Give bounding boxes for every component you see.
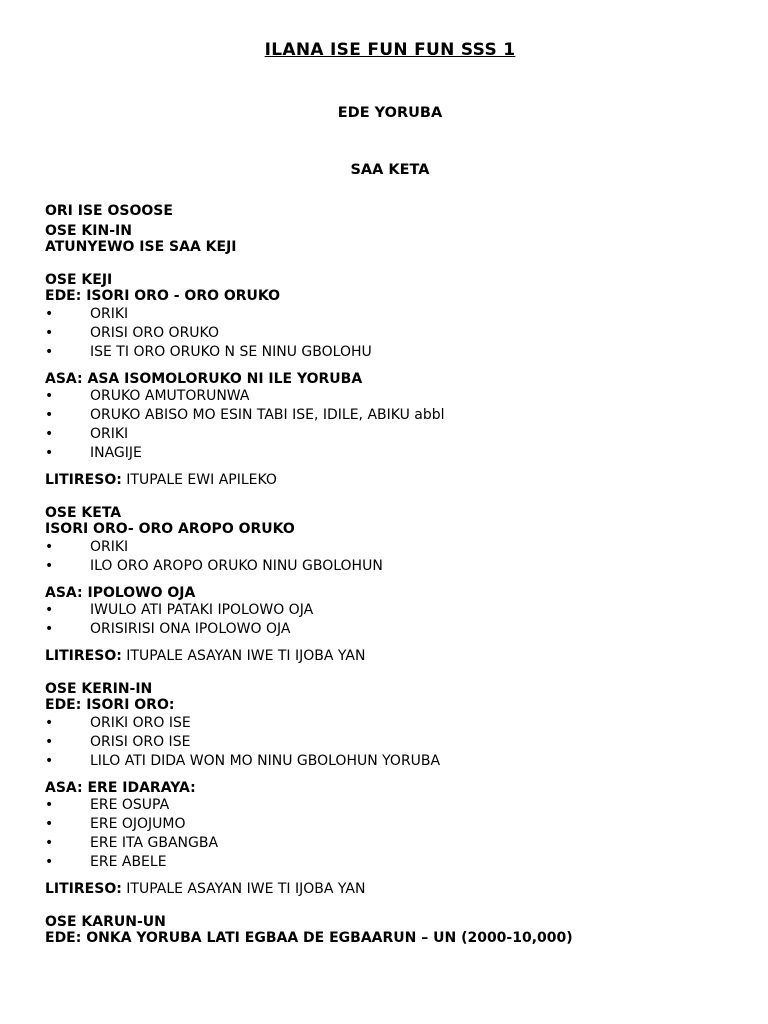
week-4-literature: LITIRESO: ITUPALE ASAYAN IWE TI IJOBA YAN [45, 881, 366, 897]
week-1-heading: OSE KIN-IN [45, 222, 132, 239]
scheme-content [45, 203, 745, 947]
list-item: • ORUKO AMUTORUNWA [45, 388, 250, 404]
bullet-icon: • [45, 714, 54, 731]
list-item: • ERE OJOJUMO [45, 816, 186, 832]
week-3-heading: OSE KETA [45, 504, 122, 521]
list-item: • INAGIJE [45, 445, 142, 461]
week-5-heading: OSE KARUN-UN [45, 913, 166, 930]
bullet-icon: • [45, 388, 54, 404]
week-3-literature: LITIRESO: ITUPALE ASAYAN IWE TI IJOBA YAN [45, 648, 366, 664]
week-2-heading: OSE KEJI [45, 271, 113, 288]
week-2-literature: LITIRESO: ITUPALE EWI APILEKO [45, 472, 277, 488]
bullet-icon: • [45, 602, 54, 618]
bullet-icon: • [45, 426, 54, 442]
week-5-ede-topic: EDE: ONKA YORUBA LATI EGBAA DE EGBAARUN – UN (2000-10,000) [45, 930, 573, 946]
list-item: • ORISI ORO ISE [45, 733, 191, 750]
subject-heading: EDE YORUBA [337, 105, 443, 121]
bullet-icon: • [45, 797, 54, 813]
week-3-asa-topic: ASA: IPOLOWO OJA [45, 584, 196, 601]
week-4-ede-topic: EDE: ISORI ORO: [45, 697, 175, 713]
bullet-icon: • [45, 854, 54, 870]
list-item: • ORISIRISI ONA IPOLOWO OJA [45, 621, 291, 637]
bullet-icon: • [45, 621, 54, 637]
list-item: • ERE OSUPA [45, 797, 170, 813]
bullet-icon: • [45, 407, 54, 423]
bullet-icon: • [45, 835, 54, 851]
bullet-icon: • [45, 557, 54, 574]
list-item: • ORIKI ORO ISE [45, 714, 191, 731]
bullet-icon: • [45, 752, 54, 769]
bullet-icon: • [45, 305, 54, 322]
bullet-icon: • [45, 445, 54, 461]
list-item: • ORIKI [45, 538, 129, 555]
week-2-asa-topic: ASA: ASA ISOMOLORUKO NI ILE YORUBA [45, 370, 363, 387]
list-item: • ERE ABELE [45, 854, 167, 870]
list-item: • ISE TI ORO ORUKO N SE NINU GBOLOHU [45, 343, 372, 360]
week-1-topic: ATUNYEWO ISE SAA KEJI [45, 239, 237, 255]
list-item: • ILO ORO AROPO ORUKO NINU GBOLOHUN [45, 557, 383, 574]
list-item: • LILO ATI DIDA WON MO NINU GBOLOHUN YORUBA [45, 752, 441, 769]
document-title: ILANA ISE FUN FUN SSS 1 [264, 40, 516, 60]
list-item: • ERE ITA GBANGBA [45, 835, 219, 851]
term-heading: SAA KETA [350, 162, 430, 178]
section-heading: ORI ISE OSOOSE [45, 203, 173, 219]
bullet-icon: • [45, 816, 54, 832]
list-item: • ORIKI [45, 426, 129, 442]
list-item: • ORIKI [45, 305, 129, 322]
list-item: • ORISI ORO ORUKO [45, 324, 219, 341]
week-2-ede-topic: EDE: ISORI ORO - ORO ORUKO [45, 288, 281, 304]
list-item: • ORUKO ABISO MO ESIN TABI ISE, IDILE, ABIKU abbl [45, 407, 445, 423]
week-4-heading: OSE KERIN-IN [45, 680, 153, 697]
bullet-icon: • [45, 733, 54, 750]
week-3-ede-topic: ISORI ORO- ORO AROPO ORUKO [45, 521, 295, 537]
bullet-icon: • [45, 324, 54, 341]
bullet-icon: • [45, 538, 54, 555]
week-4-asa-topic: ASA: ERE IDARAYA: [45, 779, 196, 796]
bullet-icon: • [45, 343, 54, 360]
list-item: • IWULO ATI PATAKI IPOLOWO OJA [45, 602, 314, 618]
